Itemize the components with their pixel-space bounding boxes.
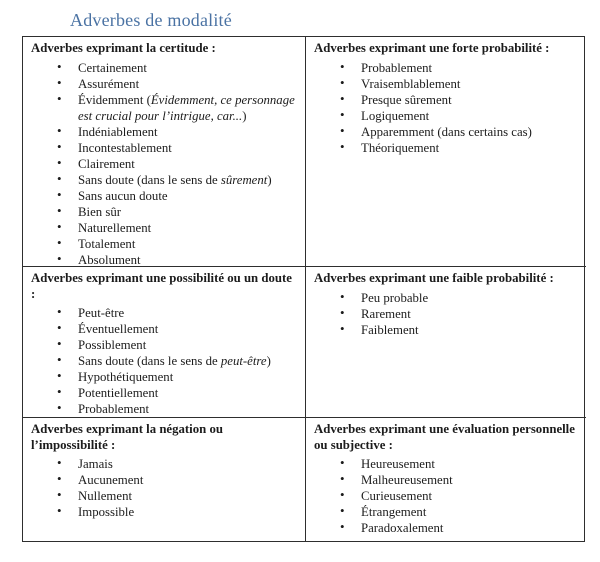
document-page [0,9,600,562]
list-item: • Impossible [57,504,297,520]
list-item: • Sans doute (dans le sens de peut-être) [57,353,297,369]
list-item: • Probablement [340,60,578,76]
list-item: • Totalement [57,236,297,252]
list-item: • Presque sûrement [340,92,578,108]
list-item: • Clairement [57,156,297,172]
cell-evaluation-subjective [306,418,586,541]
cell-header-evaluation-subjective: Adverbes exprimant une évaluation personnelle ou subjective : [314,422,575,452]
cell-header-faible-probabilite: Adverbes exprimant une faible probabilité : [314,271,554,285]
list-item: • Malheureusement [340,472,578,488]
adverb-list-faible-probabilite [314,290,578,338]
list-item: • Absolument [57,252,297,268]
list-item: • Hypothétiquement [57,369,297,385]
list-item: • Probablement [57,401,297,417]
list-item: • Assurément [57,76,297,92]
list-item: • Certainement [57,60,297,76]
cell-certitude [23,37,306,267]
list-item: • Vraisemblablement [340,76,578,92]
list-item: • Sans doute (dans le sens de sûrement) [57,172,297,188]
list-item: • Paradoxalement [340,520,578,536]
list-item: • Sans aucun doute [57,188,297,204]
list-item: • Potentiellement [57,385,297,401]
adverb-list-evaluation-subjective [314,456,578,536]
adverb-list-certitude [31,60,297,268]
list-item: • Indéniablement [57,124,297,140]
cell-possibilite-doute [23,267,306,418]
list-item: • Rarement [340,306,578,322]
page-title: Adverbes de modalité [70,10,232,30]
cell-forte-probabilite [306,37,586,267]
list-item: • Peut-être [57,305,297,321]
list-item: • Incontestablement [57,140,297,156]
list-item: • Étrangement [340,504,578,520]
cell-header-possibilite-doute: Adverbes exprimant une possibilité ou un doute : [31,271,292,301]
list-item: • Bien sûr [57,204,297,220]
cell-negation-impossibilite [23,418,306,541]
list-item: • Éventuellement [57,321,297,337]
list-item: • Logiquement [340,108,578,124]
cell-faible-probabilite [306,267,586,418]
list-item: • Aucunement [57,472,297,488]
list-item: • Peu probable [340,290,578,306]
list-item: • Apparemment (dans certains cas) [340,124,578,140]
list-item: • Évidemment (Évidemment, ce personnage est crucial pour l’intrigue, car...) [57,92,297,124]
list-item: • Curieusement [340,488,578,504]
list-item: • Heureusement [340,456,578,472]
list-item: • Faiblement [340,322,578,338]
adverbs-table [22,36,585,542]
list-item: • Jamais [57,456,297,472]
adverb-list-possibilite-doute [31,305,297,417]
list-item: • Possiblement [57,337,297,353]
cell-header-negation-impossibilite: Adverbes exprimant la négation ou l’impossibilité : [31,422,223,452]
cell-header-certitude: Adverbes exprimant la certitude : [31,41,216,55]
list-item: • Nullement [57,488,297,504]
list-item: • Théoriquement [340,140,578,156]
adverb-list-forte-probabilite [314,60,578,156]
list-item: • Naturellement [57,220,297,236]
cell-header-forte-probabilite: Adverbes exprimant une forte probabilité : [314,41,550,55]
adverb-list-negation-impossibilite [31,456,297,520]
